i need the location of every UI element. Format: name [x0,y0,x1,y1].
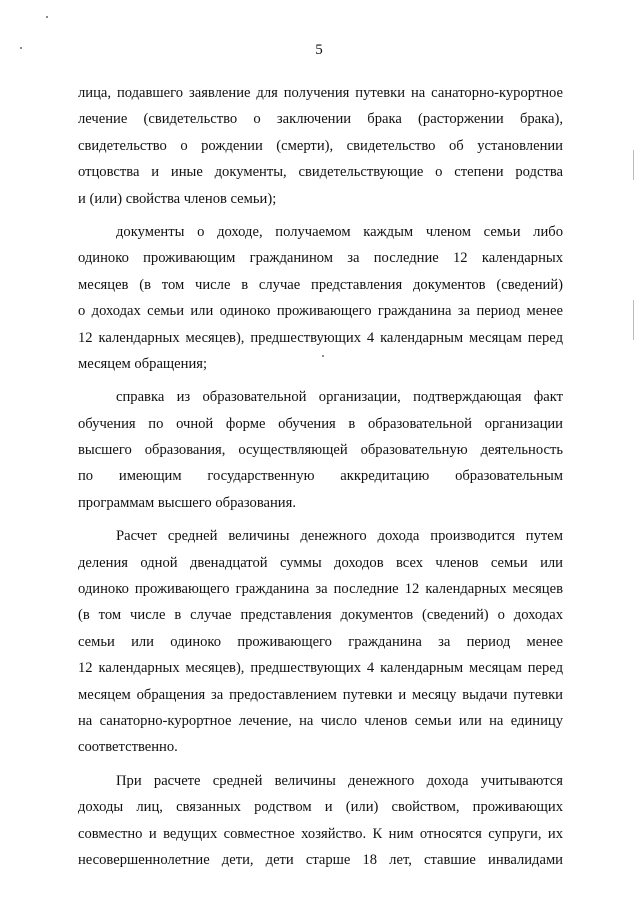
text-line: высшего образования, осуществляющей образовательную деятельность [78,442,563,459]
text-line: доходы лиц, связанных родством и (или) свойством, проживающих [78,799,563,816]
text-line: о доходах семьи или одиноко проживающего гражданина за период менее [78,303,563,320]
text-line: (в том числе в случае представления документов (сведений) о доходах [78,607,563,624]
text-line: месяцев (в том числе в случае представления документов (сведений) [78,276,563,293]
text-line: одиноко проживающим гражданином за последние 12 календарных [78,250,563,267]
text-line: 12 календарных месяцев), предшествующих 4 календарным месяцам перед [78,660,563,677]
paragraph [78,80,563,212]
text-line: несовершеннолетние дети, дети старше 18 лет, ставшие инвалидами [78,851,563,868]
text-line: по имеющим государственную аккредитацию образовательным [78,468,563,485]
text-line: одиноко проживающего гражданина за последние 12 календарных месяцев [78,581,563,598]
body-text [78,80,563,880]
text-line: лица, подавшего заявление для получения путевки на санаторно-курортное [78,85,563,101]
paragraph [78,384,563,516]
page-number: 5 [315,42,323,58]
text-line: 12 календарных месяцев), предшествующих 4 календарным месяцам перед [78,329,563,346]
text-line: месяцем обращения; [78,355,208,372]
text-line: месяцем обращения за предоставлением путевки и месяцу выдачи путевки [78,686,563,703]
text-line: Расчет средней величины денежного дохода производится путем [116,528,563,545]
text-line: отцовства и иные документы, свидетельствующие о степени родства [78,164,563,181]
text-line: и (или) свойства членов семьи); [78,190,277,207]
paragraph [78,219,563,377]
paragraph [78,768,563,874]
paragraph [78,523,563,761]
text-line: лечение (свидетельство о заключении брака (расторжении брака), [78,111,563,128]
text-line: справка из образовательной организации, подтверждающая факт [116,389,563,406]
scan-edge-mark [633,150,634,180]
text-line: программам высшего образования. [78,494,296,511]
text-line: соответственно. [78,739,178,756]
text-line: совместно и ведущих совместное хозяйство. К ним относятся супруги, их [78,825,563,842]
text-line: деления одной двенадцатой суммы доходов всех членов семьи или [78,554,563,571]
text-line: При расчете средней величины денежного дохода учитываются [116,772,563,789]
text-line: свидетельство о рождении (смерти), свидетельство об установлении [78,137,563,154]
text-line: семьи или одиноко проживающего гражданина за период менее [78,633,563,650]
scan-edge-mark [633,300,634,340]
text-line: на санаторно-курортное лечение, на число членов семьи или на единицу [78,712,563,729]
text-line: документы о доходе, получаемом каждым членом семьи либо [116,223,563,240]
text-line: обучения по очной форме обучения в образовательной организации [78,415,563,432]
scan-speck [46,16,48,18]
